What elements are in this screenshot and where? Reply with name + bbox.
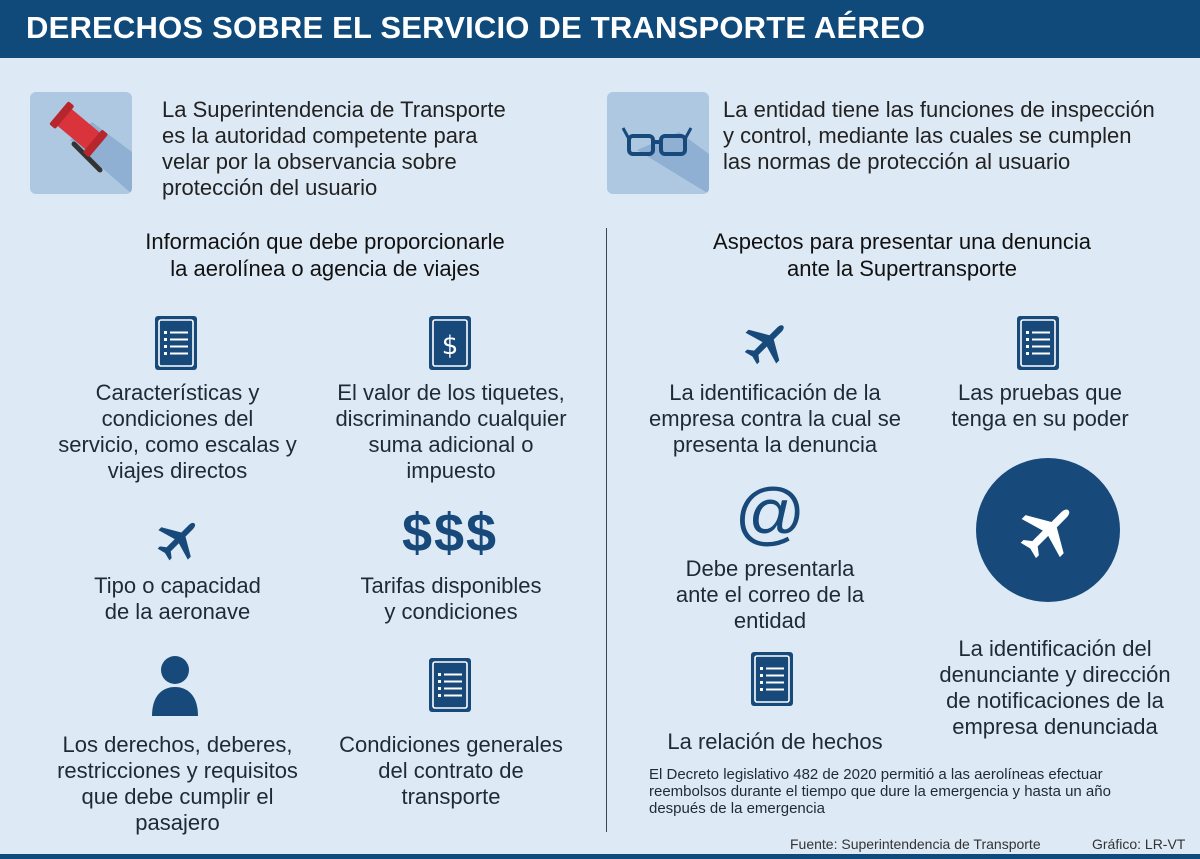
intro-left-line: protección del usuario	[162, 175, 378, 200]
item-line: entidad	[733, 608, 807, 633]
heading-line: ante la Supertransporte	[787, 256, 1017, 281]
airplane-icon	[976, 458, 1120, 602]
complaint-item-facts	[640, 729, 910, 755]
item-line: del contrato de	[378, 758, 524, 783]
heading-line: la aerolínea o agencia de viajes	[170, 256, 480, 281]
complaint-item-complainant	[915, 636, 1195, 740]
complaint-item-company	[630, 380, 920, 458]
item-line: que debe cumplir el	[81, 784, 274, 809]
item-line: condiciones del	[101, 406, 254, 431]
graphic-credit: Gráfico: LR-VT	[1092, 836, 1186, 852]
page-title: DERECHOS SOBRE EL SERVICIO DE TRANSPORTE AÉREO	[26, 10, 926, 45]
item-line: de la aeronave	[104, 599, 251, 624]
note-line: reembolsos durante el tiempo que dure la emergencia y hasta un año	[649, 783, 1111, 800]
item-line: La identificación de la	[669, 380, 881, 405]
item-line: pasajero	[135, 810, 220, 835]
item-line: restricciones y requisitos	[57, 758, 298, 783]
document-icon	[427, 656, 473, 714]
glasses-icon-tile	[607, 92, 709, 194]
source-credit: Fuente: Superintendencia de Transporte	[790, 836, 1041, 852]
item-line: ante el correo de la	[675, 582, 865, 607]
column-divider	[606, 228, 607, 832]
airplane-icon	[741, 316, 793, 368]
item-line: La relación de hechos	[667, 729, 883, 754]
item-line: de notificaciones de la	[946, 688, 1164, 713]
item-line: Debe presentarla	[685, 556, 855, 581]
item-line: Tipo o capacidad	[94, 573, 261, 598]
item-line: viajes directos	[107, 458, 248, 483]
decree-note	[649, 766, 1169, 817]
glasses-icon	[607, 92, 709, 194]
item-line: Características y	[95, 380, 260, 405]
right-section-heading	[612, 228, 1192, 282]
item-line: presenta la denuncia	[672, 432, 878, 457]
dollar-document-icon	[427, 314, 473, 372]
at-sign-icon: @	[734, 474, 806, 552]
document-icon	[749, 650, 795, 708]
note-line: El Decreto legislativo 482 de 2020 permitió a las aerolíneas efectuar	[649, 766, 1103, 783]
item-line: servicio, como escalas y	[58, 432, 297, 457]
info-item-features	[40, 380, 315, 484]
left-section-heading	[40, 228, 610, 282]
intro-right-text	[723, 97, 1193, 175]
item-line: Las pruebas que	[958, 380, 1122, 405]
info-item-contract	[315, 732, 587, 810]
item-line: denunciante y dirección	[939, 662, 1171, 687]
document-icon	[1015, 314, 1061, 372]
gavel-icon-tile	[30, 92, 132, 194]
intro-right-line: La entidad tiene las funciones de inspección	[723, 97, 1155, 122]
item-line: Tarifas disponibles	[360, 573, 542, 598]
airplane-circle-icon	[976, 458, 1120, 602]
info-item-passenger-rights	[40, 732, 315, 836]
header-bar	[0, 0, 1200, 58]
item-line: impuesto	[406, 458, 496, 483]
complaint-item-email	[650, 556, 890, 634]
heading-line: Aspectos para presentar una denuncia	[713, 229, 1091, 254]
info-item-aircraft	[40, 573, 315, 625]
intro-left-text	[162, 97, 582, 201]
item-line: tenga en su poder	[951, 406, 1129, 431]
dollar-signs-icon: $$$	[401, 503, 499, 563]
intro-right-line: y control, mediante las cuales se cumplen	[723, 123, 1132, 148]
item-line: suma adicional o	[368, 432, 534, 457]
svg-text:$: $	[441, 331, 459, 361]
heading-line: Información que debe proporcionarle	[145, 229, 505, 254]
item-line: Condiciones generales	[339, 732, 563, 757]
person-icon	[150, 654, 200, 716]
item-line: transporte	[401, 784, 501, 809]
note-line: después de la emergencia	[649, 800, 825, 817]
item-line: empresa contra la cual se	[649, 406, 901, 431]
intro-left-line: es la autoridad competente para	[162, 123, 478, 148]
item-line: La identificación del	[958, 636, 1152, 661]
document-icon	[153, 314, 199, 372]
info-item-fares	[315, 573, 587, 625]
item-line: El valor de los tiquetes,	[337, 380, 565, 405]
item-line: y condiciones	[384, 599, 518, 624]
footer-bar	[0, 854, 1200, 859]
complaint-item-evidence	[915, 380, 1165, 432]
info-item-ticket-value	[315, 380, 587, 484]
gavel-icon	[30, 92, 132, 194]
item-line: empresa denunciada	[952, 714, 1158, 739]
intro-left-line: La Superintendencia de Transporte	[162, 97, 506, 122]
intro-left-line: velar por la observancia sobre	[162, 149, 457, 174]
item-line: discriminando cualquier	[335, 406, 567, 431]
item-line: Los derechos, deberes,	[62, 732, 293, 757]
intro-right-line: las normas de protección al usuario	[723, 149, 1071, 174]
airplane-icon	[154, 514, 204, 564]
